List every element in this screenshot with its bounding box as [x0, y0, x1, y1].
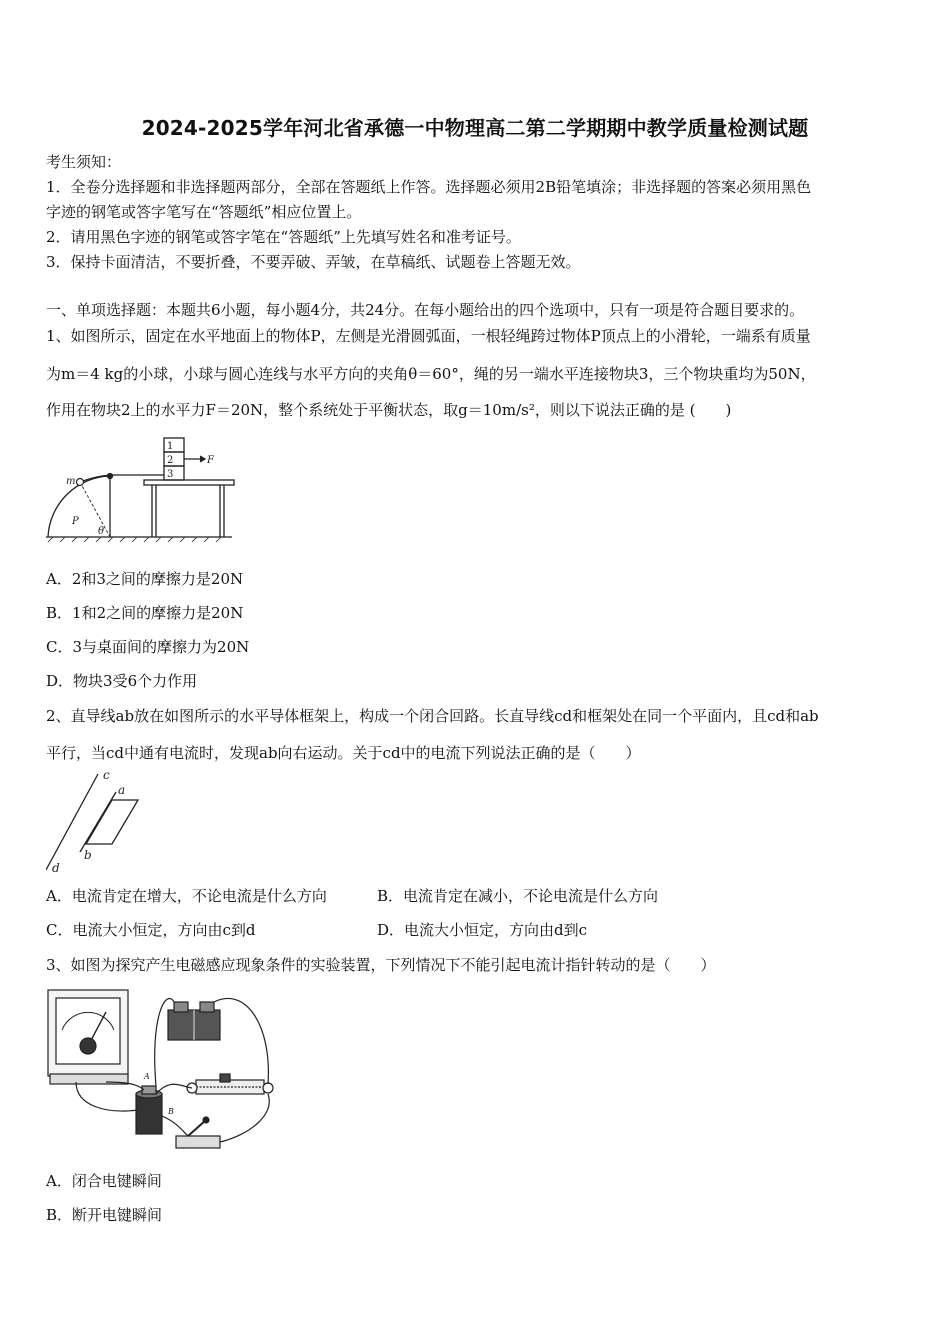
q2-text-line-2: 平行，当cd中通有电流时，发现ab向右运动。关于cd中的电流下列说法正确的是（ ）	[46, 744, 641, 762]
q2-rod-ab	[80, 792, 116, 852]
q2-option-a[interactable]: A．电流肯定在增大，不论电流是什么方向	[46, 887, 327, 905]
q1-force-label: F	[207, 455, 214, 466]
q1-option-c[interactable]: C．3与桌面间的摩擦力为20N	[46, 638, 250, 656]
q2-text-line-1: 2、直导线ab放在如图所示的水平导体框架上，构成一个闭合回路。长直导线cd和框架处在同一个平面内，且cd和ab	[46, 707, 819, 725]
q2-label-b: b	[84, 848, 92, 862]
q1-radius-line	[80, 482, 110, 537]
q1-text-line-3: 作用在物块2上的水平力F＝20N，整个系统处于平衡状态，取g＝10m/s²，则以下说法正确的是 ( )	[46, 401, 732, 419]
q3-rheostat	[187, 1074, 273, 1094]
q1-angle-label: θ	[98, 526, 105, 537]
q1-figure	[46, 432, 236, 544]
q1-option-d[interactable]: D．物块3受6个力作用	[46, 672, 198, 690]
q1-block-2-label: 2	[167, 455, 174, 466]
q2-figure	[46, 768, 156, 876]
notice-item-3: 3．保持卡面清洁，不要折叠，不要弄破、弄皱，在草稿纸、试题卷上答题无效。	[46, 253, 581, 271]
q1-text-line-2: 为m＝4 kg的小球，小球与圆心连线与水平方向的夹角θ＝60°，绳的另一端水平连接物块3，三个物块重均为50N，	[46, 365, 816, 383]
q3-text-line: 3、如图为探究产生电磁感应现象条件的实验装置，下列情况下不能引起电流计指针转动的是（ ）	[46, 956, 716, 974]
q2-label-a: a	[118, 783, 126, 797]
q2-option-c[interactable]: C．电流大小恒定，方向由c到d	[46, 921, 256, 939]
q1-option-a[interactable]: A．2和3之间的摩擦力是20N	[46, 570, 244, 588]
notice-item-1: 1．全卷分选择题和非选择题两部分，全部在答题纸上作答。选择题必须用2B铅笔填涂；非选择题的答案必须用黑色	[46, 178, 812, 196]
page-title: 2024-2025学年河北省承德一中物理高二第二学期期中教学质量检测试题	[141, 116, 809, 140]
q3-galvanometer	[48, 990, 128, 1084]
notice-item-2: 2．请用黑色字迹的钢笔或答字笔在“答题纸”上先填写姓名和准考证号。	[46, 228, 521, 246]
q2-label-c: c	[103, 768, 110, 782]
q3-wire-1	[76, 1082, 138, 1111]
q1-ball	[77, 479, 84, 486]
q1-pulley	[108, 474, 113, 479]
notice-item-1-cont: 字迹的钢笔或答字笔写在“答题纸”相应位置上。	[46, 203, 362, 221]
q1-ball-label: m	[66, 476, 76, 487]
q3-option-b[interactable]: B．断开电键瞬间	[46, 1206, 163, 1224]
q3-coils	[136, 1086, 162, 1134]
q2-label-d: d	[52, 861, 60, 875]
q1-option-b[interactable]: B．1和2之间的摩擦力是20N	[46, 604, 244, 622]
q3-wire-6	[220, 1094, 269, 1142]
q1-body-label: P	[72, 516, 79, 527]
q3-switch	[176, 1117, 220, 1148]
q2-frame	[86, 800, 138, 844]
q3-figure	[46, 986, 282, 1154]
q2-option-b[interactable]: B．电流肯定在减小，不论电流是什么方向	[377, 887, 659, 905]
q3-battery	[168, 1002, 220, 1040]
q1-text-line-1: 1、如图所示，固定在水平地面上的物体P，左侧是光滑圆弧面，一根轻绳跨过物体P顶点上的小滑轮，一端系有质量	[46, 327, 811, 345]
q3-label-b: B	[168, 1107, 174, 1116]
q2-option-d[interactable]: D．电流大小恒定，方向由d到c	[377, 921, 588, 939]
section-heading: 一、单项选择题：本题共6小题，每小题4分，共24分。在每小题给出的四个选项中，只有一项是符合题目要求的。	[46, 301, 805, 319]
q1-block-3-label: 3	[167, 469, 174, 480]
q3-option-a[interactable]: A．闭合电键瞬间	[46, 1172, 162, 1190]
q3-wire-4	[214, 998, 268, 1084]
notice-heading: 考生须知：	[46, 153, 122, 171]
q1-table-top	[144, 480, 234, 485]
q3-label-a: A	[144, 1072, 150, 1081]
q3-wire-5	[162, 1116, 188, 1136]
q1-ground-hatch	[48, 537, 221, 542]
q1-block-1-label: 1	[167, 441, 174, 452]
